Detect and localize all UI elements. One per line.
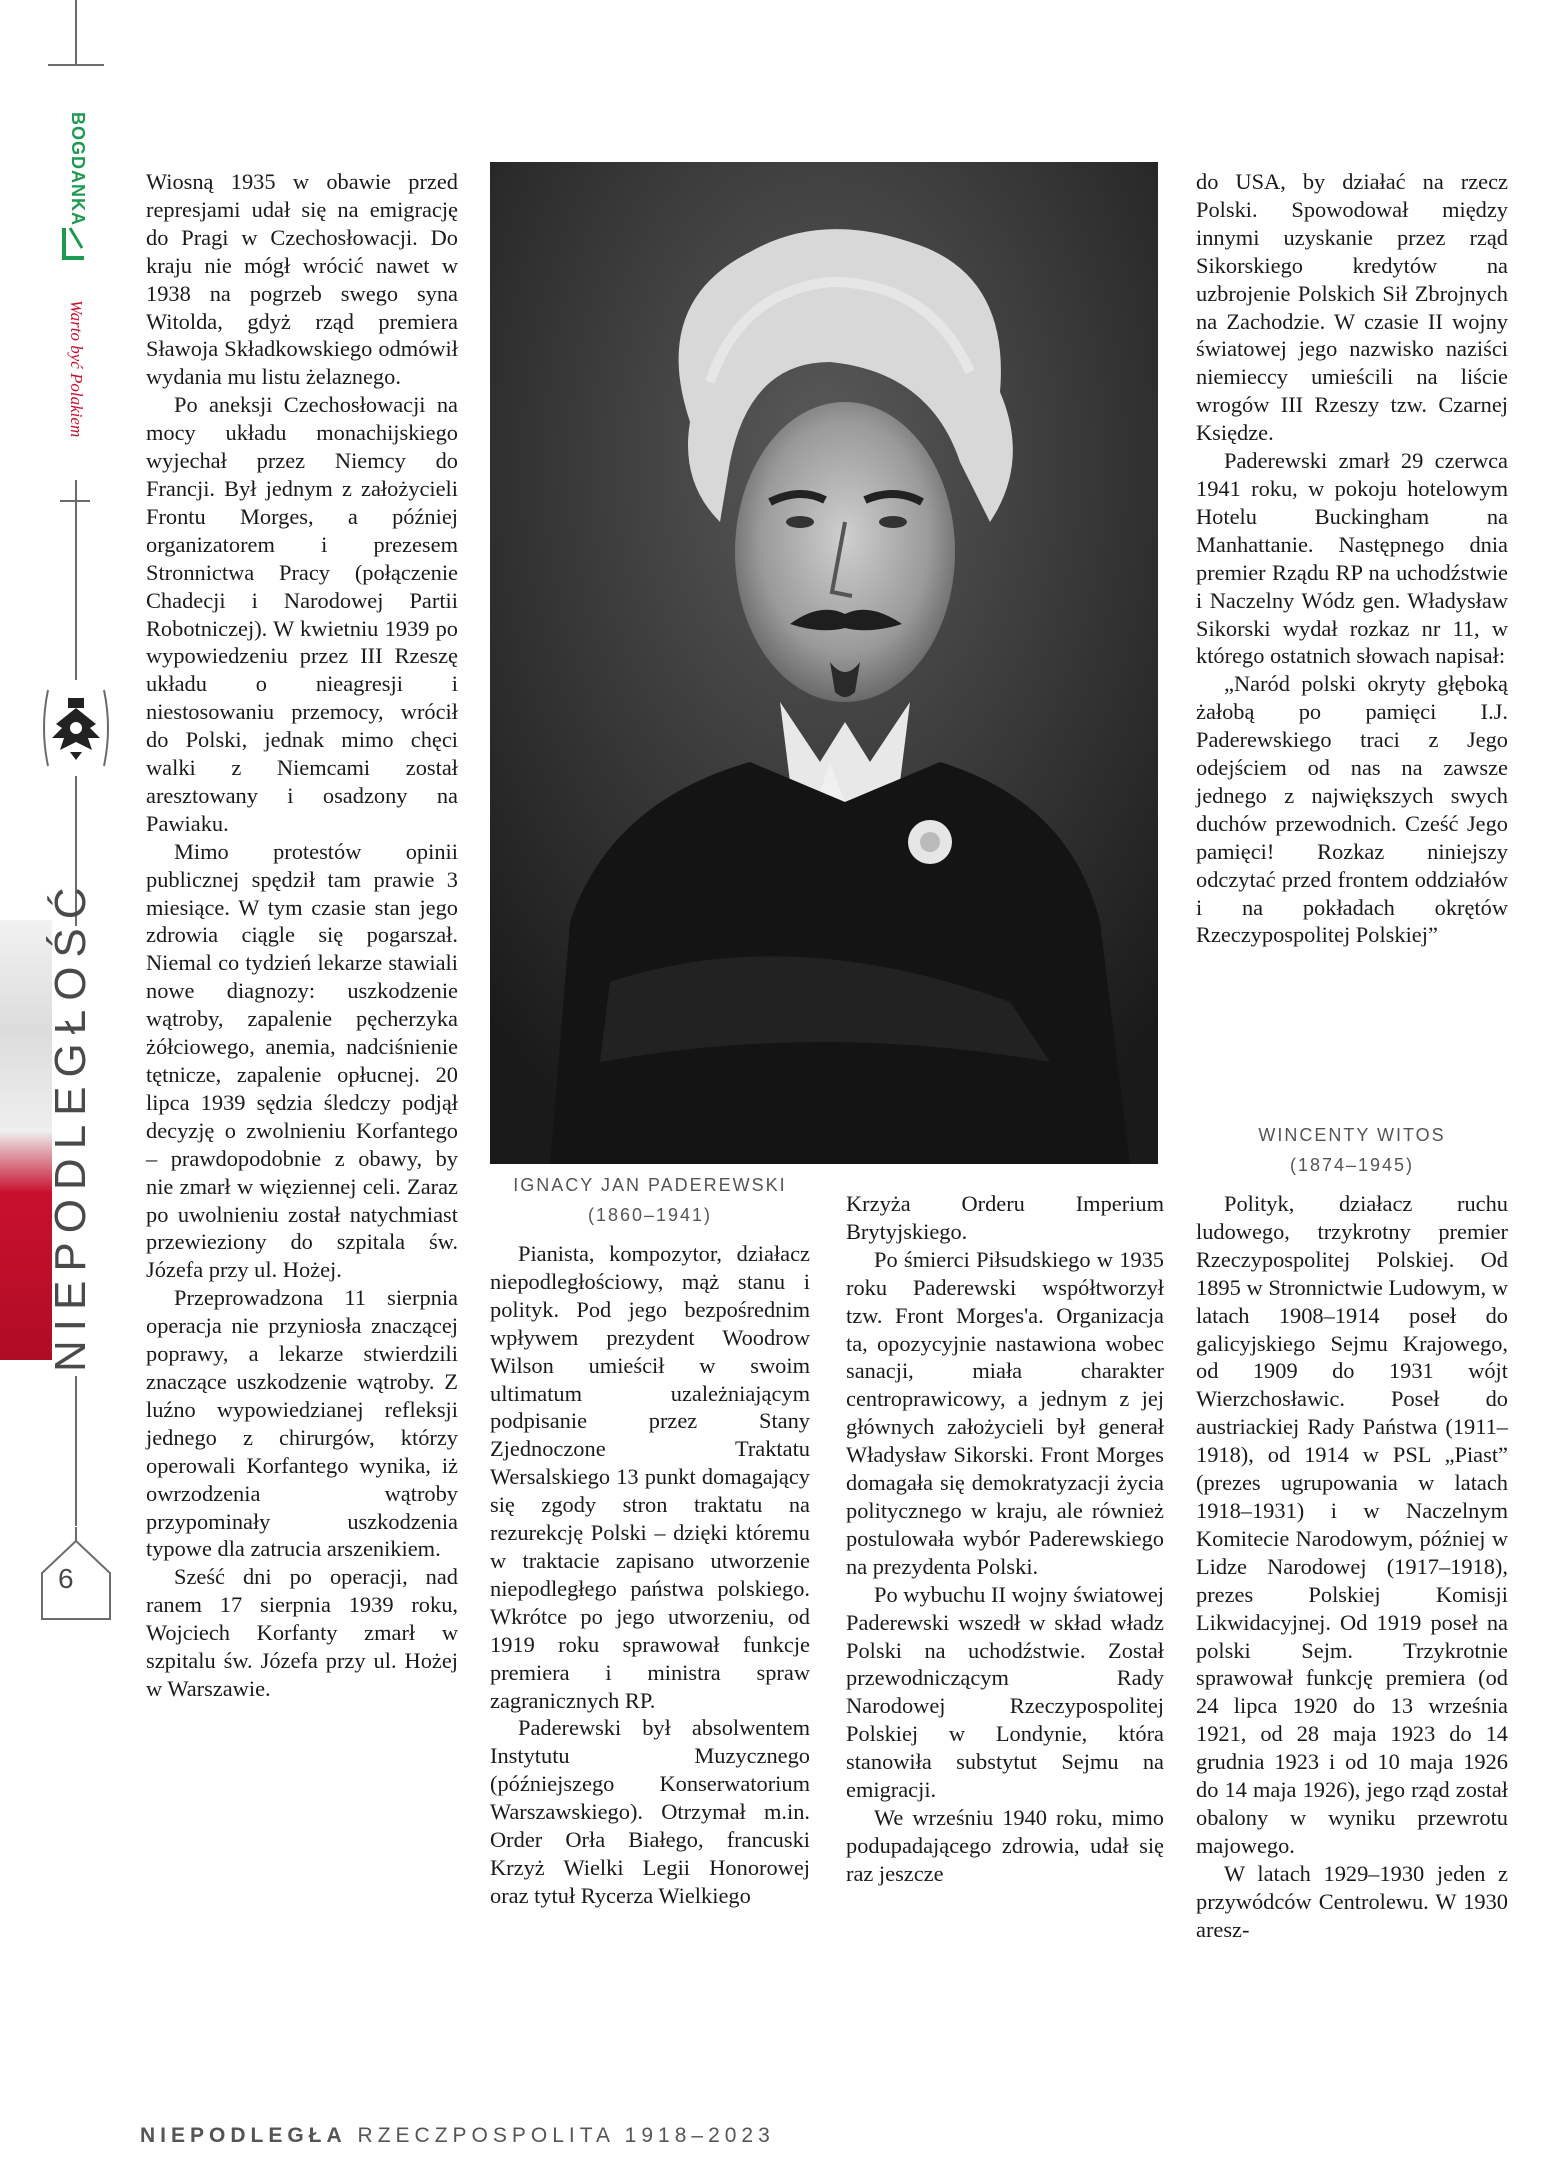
article-column-4 [1196,168,1508,949]
paragraph: Wiosną 1935 w obawie przed represjami udał się na emigrację do Pragi w Czechosłowacji. Do kraju nie mógł wrócić nawet w 1938 na pogrzeb swego syna Witolda, gdyż rząd premiera Sławoja Składkowskiego odmówił wydania mu listu żelaznego. [146,169,458,390]
paragraph: We wrześniu 1940 roku, mimo podupadającego zdrowia, udał się raz jeszcze [846,1804,1164,1886]
paragraph: Sześć dni po operacji, nad ranem 17 sierpnia 1939 roku, Wojciech Korfanty zmarł w szpitalu św. Józefa przy ul. Hożej w Warszawie. [146,1564,458,1701]
bogdanka-mark-icon [58,224,88,264]
polish-flag-band [0,920,52,1360]
rail-tick-top [48,64,104,66]
paragraph: Mimo protestów opinii publicznej spędził tam prawie 3 miesiące. W tym czasie stan jego zdrowia ciągle się pogarszał. Niemal co tydzień lekarze stawiali nowe diagnozy: uszkodzenie wątroby, zapalenie pęcherzyka żółciowego, anemia, nadciśnienie tętnicze, zapalenie opłucnej. 20 lipca 1939 sędzia śledczy podjął decyzję o zwolnieniu Korfantego – prawdopodobnie z obawy, by nie zmarł w więziennej celi. Zaraz po uwolnieniu został natychmiast przewieziony do szpitala św. Józefa przy ul. Hożej. [146,838,458,1283]
rail-line-lower [75,1376,77,1526]
paragraph: W latach 1929–1930 jeden z przywódców Centrolewu. W 1930 aresz- [1196,1860,1508,1942]
paragraph: Po wybuchu II wojny światowej Paderewski wszedł w skład władz Polski na uchodźstwie. Został przewodniczącym Rady Narodowej Rzeczypospolitej Polskiej w Londynie, która stanowiła substytut Sejmu na emigracji. [846,1581,1164,1803]
article-column-4-witos [1196,1190,1508,1943]
witos-years: (1874–1945) [1289,1155,1415,1175]
paragraph: Krzyża Orderu Imperium Brytyjskiego. [846,1191,1164,1244]
bogdanka-logo [48,112,104,262]
section-label: NIEPODLEGŁOŚĆ [46,878,95,1372]
footer-rest: RZECZPOSPOLITA 1918–2023 [357,2124,775,2147]
warto-logo-text: Warto być Polakiem [67,300,86,438]
rail-tick-upper [60,500,90,502]
quote-paragraph: „Naród polski okryty głęboką żałobą po pamięci I.J. Paderewskiego traci z Jego odejściem od nas na zawsze jednego z największych swych duchów przewodnich. Cześć Jego pamięci! Rozkaz niniejszy odczytać przed frontem oddziałów i na pokładach okrętów Rzeczypospolitej Polskiej” [1196,671,1508,948]
rail-line-top [75,0,77,64]
paragraph: Pianista, kompozytor, działacz niepodległościowy, mąż stanu i polityk. Pod jego bezpośrednim wpływem prezydent Woodrow Wilson umieścił w swoim ultimatum uzależniającym podpisanie przez Stany Zjednoczone Traktatu Wersalskiego 13 punkt domagający się zgody stron traktatu na rezurekcję Polski – dzięki któremu w traktacie zapisano utworzenie niepodległego państwa polskiego. Wkrótce po jego utworzeniu, od 1919 roku sprawował funkcje premiera i ministra spraw zagranicznych RP. [490,1241,810,1713]
article-column-3 [846,1190,1164,1888]
article-column-1 [146,168,458,1703]
paragraph: Po śmierci Piłsudskiego w 1935 roku Paderewski współtworzył tzw. Front Morges'a. Organizacja ta, opozycyjnie nastawiona wobec sanacji, miała charakter centroprawicowy, a jednym z jej głównych założycieli był generał Władysław Sikorski. Front Morges domagała się demokratyzacji życia politycznego w kraju, ale również postulowała wybór Paderewskiego na prezydenta Polski. [846,1246,1164,1579]
warto-byc-polakiem-logo [52,300,102,480]
paragraph: Polityk, działacz ruchu ludowego, trzykrotny premier Rzeczypospolitej Polskiej. Od 1895 w Stronnictwie Ludowym, w latach 1908–1914 poseł do galicyjskiego Sejmu Krajowego, od 1909 do 1931 wójt Wierzchosławic. Poseł do austriackiej Rady Państwa (1911–1918), od 1914 w PSL „Piast” (prezes ugrupowania w latach 1918–1931) i w Naczelnym Komitecie Narodowym, później w Lidze Narodowej (1917–1918), prezes Polskiej Komisji Likwidacyjnej. Od 1919 poseł na polski Sejm. Trzykrotnie sprawował funkcję premiera (od 24 lipca 1920 do 13 września 1921, od 28 maja 1923 do 14 grudnia 1923 i od 10 maja 1926 do 14 maja 1926), jego rząd został obalony w wyniku przewrotu majowego. [1196,1191,1508,1858]
article-column-2 [490,1240,810,1910]
caption-name: IGNACY JAN PADEREWSKI [513,1175,787,1195]
caption-years: (1860–1941) [587,1205,713,1225]
paragraph: Po aneksji Czechosłowacji na mocy układu monachijskiego wyjechał przez Niemcy do Francji. Był jednym z założycieli Frontu Morges, a później organizatorem i prezesem Stronnictwa Pracy (połączenie Chadecji i Narodowej Partii Robotniczej). W kwietniu 1939 po wypowiedzeniu przez III Rzeszę układu o nieagresji i niestosowaniu przemocy, wrócił do Polski, jednak mimo chęci walki z Niemcami został aresztowany i osadzony na Pawiaku. [146,392,458,836]
page-footer [140,2124,775,2148]
paragraph: Paderewski zmarł 29 czerwca 1941 roku, w pokoju hotelowym Hotelu Buckingham na Manhattanie. Następnego dnia premier Rządu RP na uchodźstwie i Naczelny Wódz gen. Władysław Sikorski wydał rozkaz nr 11, w którego ostatnich słowach napisał: [1196,448,1508,669]
witos-heading [1196,1120,1508,1180]
witos-name: WINCENTY WITOS [1258,1125,1446,1145]
page-number: 6 [58,1563,74,1594]
white-eagle-emblem-icon [38,680,114,776]
rail-line-upper [75,480,77,680]
paragraph: Przeprowadzona 11 sierpnia operacja nie przyniosła znaczącej poprawy, a lekarze stwierdzili znaczące uszkodzenie wątroby. Z luźno wypowiedzianej refleksji jednego z chirurgów, którzy operowali Korfantego wynika, iż owrzodzenia wątroby przypominały uszkodzenia typowe dla zatrucia arszenikiem. [146,1285,458,1562]
paragraph: do USA, by działać na rzecz Polski. Spowodował między innymi uzyskanie przez rząd Sikorskiego kredytów na uzbrojenie Polskich Sił Zbrojnych na Zachodzie. W czasie II wojny światowej jego nazwisko naziści niemieccy umieścili na liście wrogów III Rzeszy tzw. Czarnej Księdze. [1196,169,1508,446]
paderewski-portrait-photo [490,162,1158,1164]
bogdanka-logo-text: BOGDANKA [68,112,88,226]
page-number-badge [38,1527,114,1647]
portrait-illustration [490,162,1158,1164]
paragraph: Paderewski był absolwentem Instytutu Muzycznego (późniejszego Konserwatorium Warszawskiego). Otrzymał m.in. Order Orła Białego, francuski Krzyż Wielki Legii Honorowej oraz tytuł Rycerza Wielkiego [490,1715,810,1908]
footer-bold: NIEPODLEGŁA [140,2124,347,2147]
photo-caption [490,1170,810,1230]
